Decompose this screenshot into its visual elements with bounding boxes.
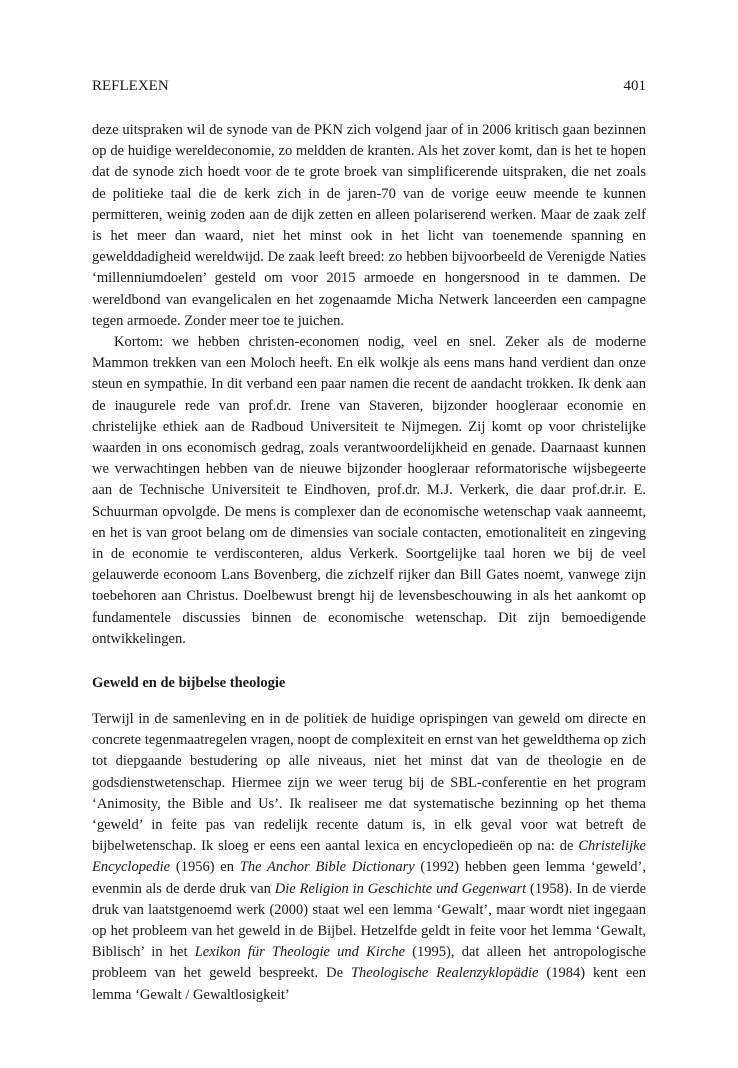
page-number: 401	[623, 78, 646, 94]
title-lexikon-fuer-theologie: Lexikon für Theologie und Kirche	[194, 944, 406, 961]
title-religion-in-geschichte: Die Religion in Geschichte und Gegenwart	[274, 880, 527, 897]
text-segment: (1958). In de vierde druk van laatstgenoemd werk (2000) staat wel een lemma ‘Gewalt’, maar wordt niet ingegaan op het probleem van het geweld in de Bijbel. Hetzelfde geldt in feite voor het lemma ‘Gewalt, Biblisch’ in het	[92, 880, 647, 961]
paragraph-violence-theology	[92, 709, 646, 1006]
text-segment: (1956) en	[170, 859, 240, 876]
text-segment: Terwijl in de samenleving en in de politiek de huidige oprispingen van geweld om directe en concrete tegenmaatregelen vragen, noopt de complexiteit en ernst van het geweldthema op zich tot diepgaande bestudering op alle niveaus, niet het minst dat van de theologie en de godsdienstwetenschap. Hiermee zijn we weer terug bij de SBL-conferentie en het program ‘Animosity, the Bible and Us’. Ik realiseer me dat systematische bezinning op het thema ‘geweld’ in feite pas van redelijk recente datum is, in elk geval voor wat betreft de bijbelwetenschap. Ik sloeg er eens een aantal lexica en encyclopedieën op na: de	[92, 711, 646, 855]
body-text-block	[92, 120, 646, 650]
text-segment: (1995), dat alleen het antropologische probleem van het geweld bespreekt. De	[92, 944, 646, 982]
text-segment: (1984) kent een lemma ‘Gewalt / Gewaltlosigkeit’	[92, 965, 646, 1003]
section-body	[92, 709, 646, 1006]
section-heading: Geweld en de bijbelse theologie	[92, 675, 286, 691]
title-christelijke-encyclopedie: Christelijke Encyclopedie	[92, 838, 646, 876]
running-title: REFLEXEN	[92, 78, 169, 94]
running-head	[92, 78, 646, 95]
text-segment: (1992) hebben geen lemma ‘geweld’, evenmin als de derde druk van	[92, 859, 647, 897]
paragraph-christian-economists: Kortom: we hebben christen-economen nodig, veel en snel. Zeker als de moderne Mammon trekken van een Moloch heeft. En elk wolkje als eens mans hand verdient dan onze steun en sympathie. In dit verband een paar namen die recent de aandacht trokken. Ik denk aan de inaugurele rede van prof.dr. Irene van Staveren, bijzonder hoogleraar economie en christelijke ethiek aan de Radboud Universiteit te Nijmegen. Zij komt op voor christelijke waarden in ons economisch gedrag, zoals verantwoordelijkheid en genade. Daarnaast kunnen we verwachtingen hebben van de nieuwe bijzonder hoogleraar reformatorische wijsbegeerte aan de Technische Universiteit te Eindhoven, prof.dr. M.J. Verkerk, die daar prof.dr.ir. E. Schuurman opvolgde. De mens is complexer dan de economische wetenschap vaak aanneemt, en het is van groot belang om de dimensies van sociale contacten, emotionaliteit en zingeving in de economie te verdisconteren, aldus Verkerk. Soortgelijke taal horen we bij de veel gelauwerde econoom Lans Bovenberg, die zichzelf rijker dan Bill Gates noemt, vanwege zijn toebehoren aan Christus. Doelbewust brengt hij de levensbeschouwing in als het aankomt op fundamentele discussies binnen de economische wetenschap. Dit zijn bemoedigende ontwikkelingen.	[92, 334, 646, 647]
title-theologische-realenzyklopaedie: Theologische Realenzyklopädie	[350, 965, 539, 982]
title-anchor-bible-dictionary: The Anchor Bible Dictionary	[239, 859, 415, 876]
paragraph-continuation: deze uitspraken wil de synode van de PKN zich volgend jaar of in 2006 kritisch gaan bezinnen op de huidige wereldeconomie, zo meldden de kranten. Als het zover komt, dan is het te hopen dat de synode zich hoedt voor de te grote broek van simplificerende uitspraken, die net zoals de politieke taal die de kerk zich in de jaren-70 van de vorige eeuw meende te kunnen permitteren, weinig zoden aan de dijk zetten en alleen polariserend werken. Maar de zaak zelf is het meer dan waard, niet het minst ook in het licht van toenemende spanning en gewelddadigheid wereldwijd. De zaak leeft breed: zo hebben bijvoorbeeld de Verenigde Naties ‘millenniumdoelen’ gesteld om voor 2015 armoede en hongersnood in te dammen. De wereldbond van evangelicalen en het zogenaamde Micha Netwerk lanceerden een campagne tegen armoede. Zonder meer toe te juichen.	[92, 122, 646, 329]
